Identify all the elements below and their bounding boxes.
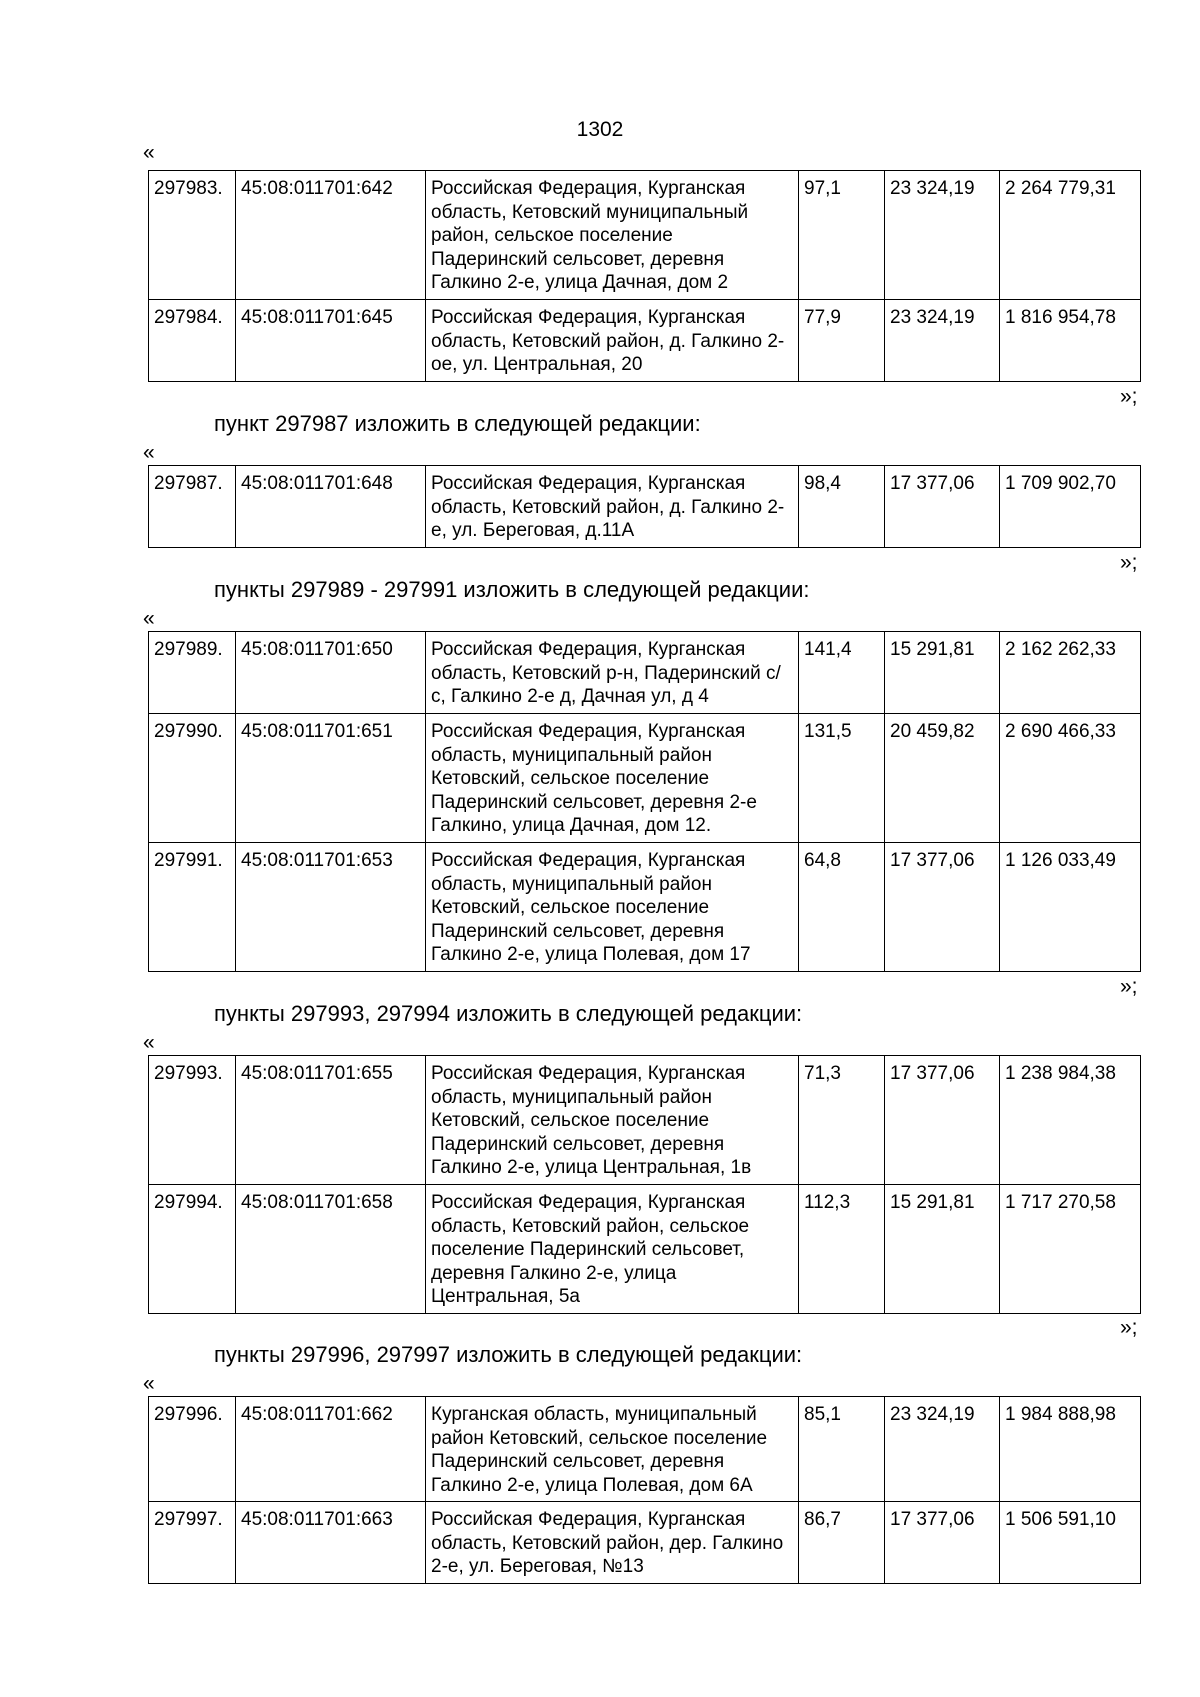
opening-quote: « [143,141,155,164]
address: Российская Федерация, Курганская область, Кетовский район, сельское поселение Падеринский сельсовет, деревня Галкино 2-е, улица Центральная, 5а [426,1185,799,1314]
unit-value: 15 291,81 [885,1185,1000,1314]
cadastral-value: 1 709 902,70 [1000,466,1141,548]
area: 112,3 [799,1185,885,1314]
table-row [149,632,1141,714]
address: Российская Федерация, Курганская область, муниципальный район Кетовский, сельское поселение Падеринский сельсовет, деревня 2-е Галкино, улица Дачная, дом 12. [426,714,799,843]
cadastral-value: 1 984 888,98 [1000,1397,1141,1502]
cadastral-number: 45:08:011701:662 [236,1397,426,1502]
address: Российская Федерация, Курганская область, муниципальный район Кетовский, сельское поселение Падеринский сельсовет, деревня Галкино 2-е, улица Центральная, 1в [426,1056,799,1185]
area: 64,8 [799,843,885,972]
cadastral-value: 2 690 466,33 [1000,714,1141,843]
cadastral-number: 45:08:011701:648 [236,466,426,548]
row-number: 297989. [149,632,236,714]
cadastral-value: 1 126 033,49 [1000,843,1141,972]
address: Курганская область, муниципальный район Кетовский, сельское поселение Падеринский сельсовет, деревня Галкино 2-е, улица Полевая, дом 6А [426,1397,799,1502]
amendment-instruction: пункты 297989 - 297991 изложить в следующей редакции: [214,577,810,602]
cadastral-number: 45:08:011701:653 [236,843,426,972]
table-row [149,171,1141,300]
cadastral-number: 45:08:011701:663 [236,1502,426,1584]
amendment-instruction: пункты 297996, 297997 изложить в следующей редакции: [214,1342,803,1367]
amendment-instruction: пункты 297993, 297994 изложить в следующей редакции: [214,1001,803,1026]
table-row [149,1056,1141,1185]
area: 141,4 [799,632,885,714]
closing-quote: »; [1120,1316,1138,1339]
unit-value: 23 324,19 [885,1397,1000,1502]
table-row [149,466,1141,548]
area: 86,7 [799,1502,885,1584]
row-number: 297991. [149,843,236,972]
address: Российская Федерация, Курганская область, Кетовский муниципальный район, сельское поселение Падеринский сельсовет, деревня Галкино 2-е, улица Дачная, дом 2 [426,171,799,300]
registry-table [148,631,1141,972]
area: 85,1 [799,1397,885,1502]
row-number: 297983. [149,171,236,300]
row-number: 297994. [149,1185,236,1314]
registry-table [148,465,1141,548]
area: 71,3 [799,1056,885,1185]
area: 97,1 [799,171,885,300]
cadastral-number: 45:08:011701:642 [236,171,426,300]
cadastral-number: 45:08:011701:651 [236,714,426,843]
registry-table [148,1055,1141,1314]
cadastral-number: 45:08:011701:655 [236,1056,426,1185]
unit-value: 17 377,06 [885,1056,1000,1185]
cadastral-value: 1 816 954,78 [1000,300,1141,382]
amendment-instruction: пункт 297987 изложить в следующей редакции: [214,411,701,436]
registry-table [148,170,1141,382]
area: 131,5 [799,714,885,843]
opening-quote: « [143,441,155,464]
cadastral-value: 2 264 779,31 [1000,171,1141,300]
address: Российская Федерация, Курганская область, муниципальный район Кетовский, сельское поселение Падеринский сельсовет, деревня Галкино 2-е, улица Полевая, дом 17 [426,843,799,972]
row-number: 297997. [149,1502,236,1584]
table-row [149,1502,1141,1584]
row-number: 297990. [149,714,236,843]
address: Российская Федерация, Курганская область, Кетовский р-н, Падеринский с/с, Галкино 2-е д, Дачная ул, д 4 [426,632,799,714]
row-number: 297987. [149,466,236,548]
address: Российская Федерация, Курганская область, Кетовский район, д. Галкино 2-ое, ул. Центральная, 20 [426,300,799,382]
cadastral-number: 45:08:011701:658 [236,1185,426,1314]
area: 98,4 [799,466,885,548]
area: 77,9 [799,300,885,382]
address: Российская Федерация, Курганская область, Кетовский район, д. Галкино 2-е, ул. Береговая, д.11А [426,466,799,548]
unit-value: 23 324,19 [885,300,1000,382]
unit-value: 17 377,06 [885,466,1000,548]
cadastral-number: 45:08:011701:650 [236,632,426,714]
registry-table [148,1396,1141,1584]
cadastral-number: 45:08:011701:645 [236,300,426,382]
table-row [149,300,1141,382]
closing-quote: »; [1120,385,1138,408]
cadastral-value: 1 717 270,58 [1000,1185,1141,1314]
unit-value: 17 377,06 [885,843,1000,972]
row-number: 297996. [149,1397,236,1502]
unit-value: 23 324,19 [885,171,1000,300]
opening-quote: « [143,1372,155,1395]
cadastral-value: 2 162 262,33 [1000,632,1141,714]
table-row [149,1397,1141,1502]
cadastral-value: 1 506 591,10 [1000,1502,1141,1584]
address: Российская Федерация, Курганская область, Кетовский район, дер. Галкино 2-е, ул. Береговая, №13 [426,1502,799,1584]
opening-quote: « [143,1031,155,1054]
closing-quote: »; [1120,551,1138,574]
table-row [149,714,1141,843]
row-number: 297993. [149,1056,236,1185]
page-number: 1302 [576,118,624,141]
unit-value: 20 459,82 [885,714,1000,843]
unit-value: 17 377,06 [885,1502,1000,1584]
closing-quote: »; [1120,975,1138,998]
cadastral-value: 1 238 984,38 [1000,1056,1141,1185]
unit-value: 15 291,81 [885,632,1000,714]
table-row [149,843,1141,972]
row-number: 297984. [149,300,236,382]
opening-quote: « [143,607,155,630]
table-row [149,1185,1141,1314]
